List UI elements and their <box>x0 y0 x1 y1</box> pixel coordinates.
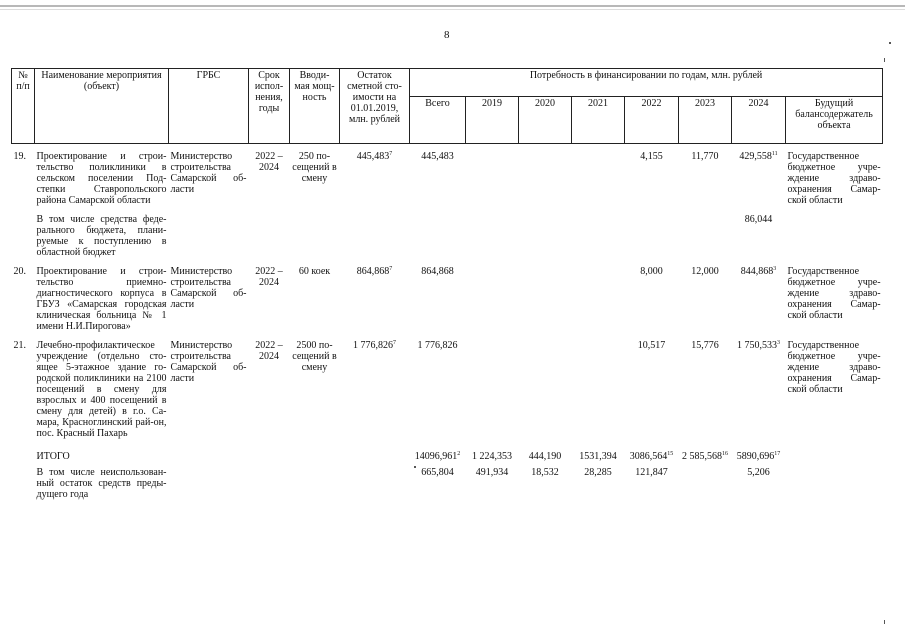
row-name: Проектирование и строи-тельство поликлиники в сельском поселении Под-степки Ставропольского района Самарской области <box>36 151 167 206</box>
unused-2023 <box>679 466 732 501</box>
row-2023: 12,000 <box>691 266 719 277</box>
row-grbs: Министерство строительства Самарской об-ласти <box>170 266 247 310</box>
header-term: Срок испол-нения, годы <box>249 69 290 144</box>
row-2020 <box>519 339 572 440</box>
row-subname: В том числе средства феде-рального бюджета, плани-руемые к поступлению в областной бюджет <box>36 214 167 258</box>
row-total: 864,868 <box>421 266 454 277</box>
header-year-2019: 2019 <box>466 97 519 144</box>
row-2023: 11,770 <box>691 151 719 162</box>
row-2022: 10,517 <box>637 340 666 351</box>
totals-2020: 444,190 <box>528 451 562 462</box>
row-2020 <box>519 265 572 333</box>
header-total: Всего <box>410 97 466 144</box>
header-name: Наименование мероприятия (объект) <box>35 69 169 144</box>
row-holder: Государственное бюджетное учре-ждение здраво-охранения Самар-ской области <box>787 266 881 321</box>
table-row <box>12 265 883 333</box>
row-term: 2022 – 2024 <box>255 151 283 173</box>
row-holder: Государственное бюджетное учре-ждение здраво-охранения Самар-ской области <box>787 340 881 395</box>
row-name: Лечебно-профилактическое учреждение (отдельно сто-ящее 5-этажное здание го-родской поликлиники на 2100 посещений в смену для взрослых и 400 посещений в смену для детей) в г.о. Са-мара, Красноглинский рай-он, пос. Красный Пахарь <box>36 340 167 439</box>
header-year-2022: 2022 <box>625 97 679 144</box>
top-scan-edge-secondary <box>0 9 905 10</box>
row-holder: Государственное бюджетное учре-ждение здраво-охранения Самар-ской области <box>787 151 881 206</box>
table-subrow <box>12 213 883 259</box>
header-holder: Будущий балансодержатель объекта <box>786 97 883 144</box>
row-grbs: Министерство строительства Самарской об-ласти <box>170 340 247 384</box>
row-2024: 1 750,533$^3$ <box>737 340 780 351</box>
row-remainder: 445,483$^7$ <box>356 151 393 162</box>
row-2022: 4,155 <box>640 151 663 162</box>
unused-label: В том числе неиспользован-ный остаток средств преды-дущего года <box>36 467 167 500</box>
row-number: 20. <box>13 266 26 277</box>
row-term: 2022 – 2024 <box>255 340 283 362</box>
row-2019 <box>466 150 519 207</box>
top-scan-edge <box>0 5 905 7</box>
table-row <box>12 339 883 440</box>
totals-2023: 2 585,568$^{16}$ <box>682 451 728 462</box>
header-financing: Потребность в финансировании по годам, млн. рублей <box>410 69 883 97</box>
header-year-2020: 2020 <box>519 97 572 144</box>
header-remainder: Остаток сметной сто-имости на 01.01.2019, млн. рублей <box>340 69 410 144</box>
header-num: № п/п <box>12 69 35 144</box>
totals-total: 14096,961$^2$ <box>414 451 461 462</box>
row-grbs: Министерство строительства Самарской об-ласти <box>170 151 247 195</box>
unused-2019: 491,934 <box>475 467 509 478</box>
row-2023: 15,776 <box>691 340 719 351</box>
row-2021 <box>572 339 625 440</box>
totals-2021: 1531,394 <box>579 451 617 462</box>
row-term: 2022 – 2024 <box>255 266 283 288</box>
totals-2019: 1 224,353 <box>472 451 512 462</box>
totals-label: ИТОГО <box>36 451 70 462</box>
header-capacity: Вводи-мая мощ-ность <box>290 69 340 144</box>
row-2021 <box>572 265 625 333</box>
row-2022: 8,000 <box>640 266 663 277</box>
scan-speck <box>884 620 885 624</box>
row-total: 445,483 <box>421 151 454 162</box>
row-2024: 429,558$^{11}$ <box>739 151 778 162</box>
unused-2022: 121,847 <box>635 467 668 478</box>
header-grbs: ГРБС <box>169 69 249 144</box>
totals-row <box>12 450 883 463</box>
unused-2020: 18,532 <box>531 467 559 478</box>
totals-2024: 5890,696$^{17}$ <box>736 451 781 462</box>
row-total: 1 776,826 <box>417 340 458 351</box>
row-2019 <box>466 265 519 333</box>
financing-table <box>11 68 883 501</box>
row-capacity: 250 по-сещений в смену <box>292 151 337 184</box>
scan-speck <box>884 58 885 62</box>
page-number: 8 <box>444 29 450 41</box>
table-row <box>12 150 883 207</box>
unused-row <box>12 466 883 501</box>
row-2019 <box>466 339 519 440</box>
totals-2022: 3086,564$^{15}$ <box>629 451 674 462</box>
row-capacity: 60 коек <box>298 266 331 277</box>
scan-speck <box>414 466 416 468</box>
row-remainder: 864,868$^7$ <box>356 266 393 277</box>
row-capacity: 2500 по-сещений в смену <box>292 340 337 373</box>
header-year-2021: 2021 <box>572 97 625 144</box>
unused-total: 665,804 <box>421 467 454 478</box>
row-number: 19. <box>13 151 26 162</box>
row-sub-2024: 86,044 <box>744 214 773 225</box>
unused-2024: 5,206 <box>747 467 770 478</box>
row-remainder: 1 776,826$^7$ <box>353 340 396 351</box>
row-2024: 844,868$^3$ <box>740 266 777 277</box>
row-name: Проектирование и строи-тельство приемно-диагностического корпуса в ГБУЗ «Самарская городская клиническая больница № 1 имени Н.И.Пирогова» <box>36 266 167 332</box>
row-2021 <box>572 150 625 207</box>
row-number: 21. <box>13 340 26 351</box>
header-year-2023: 2023 <box>679 97 732 144</box>
row-2020 <box>519 150 572 207</box>
scan-speck <box>889 42 891 44</box>
header-year-2024: 2024 <box>732 97 786 144</box>
unused-2021: 28,285 <box>584 467 612 478</box>
